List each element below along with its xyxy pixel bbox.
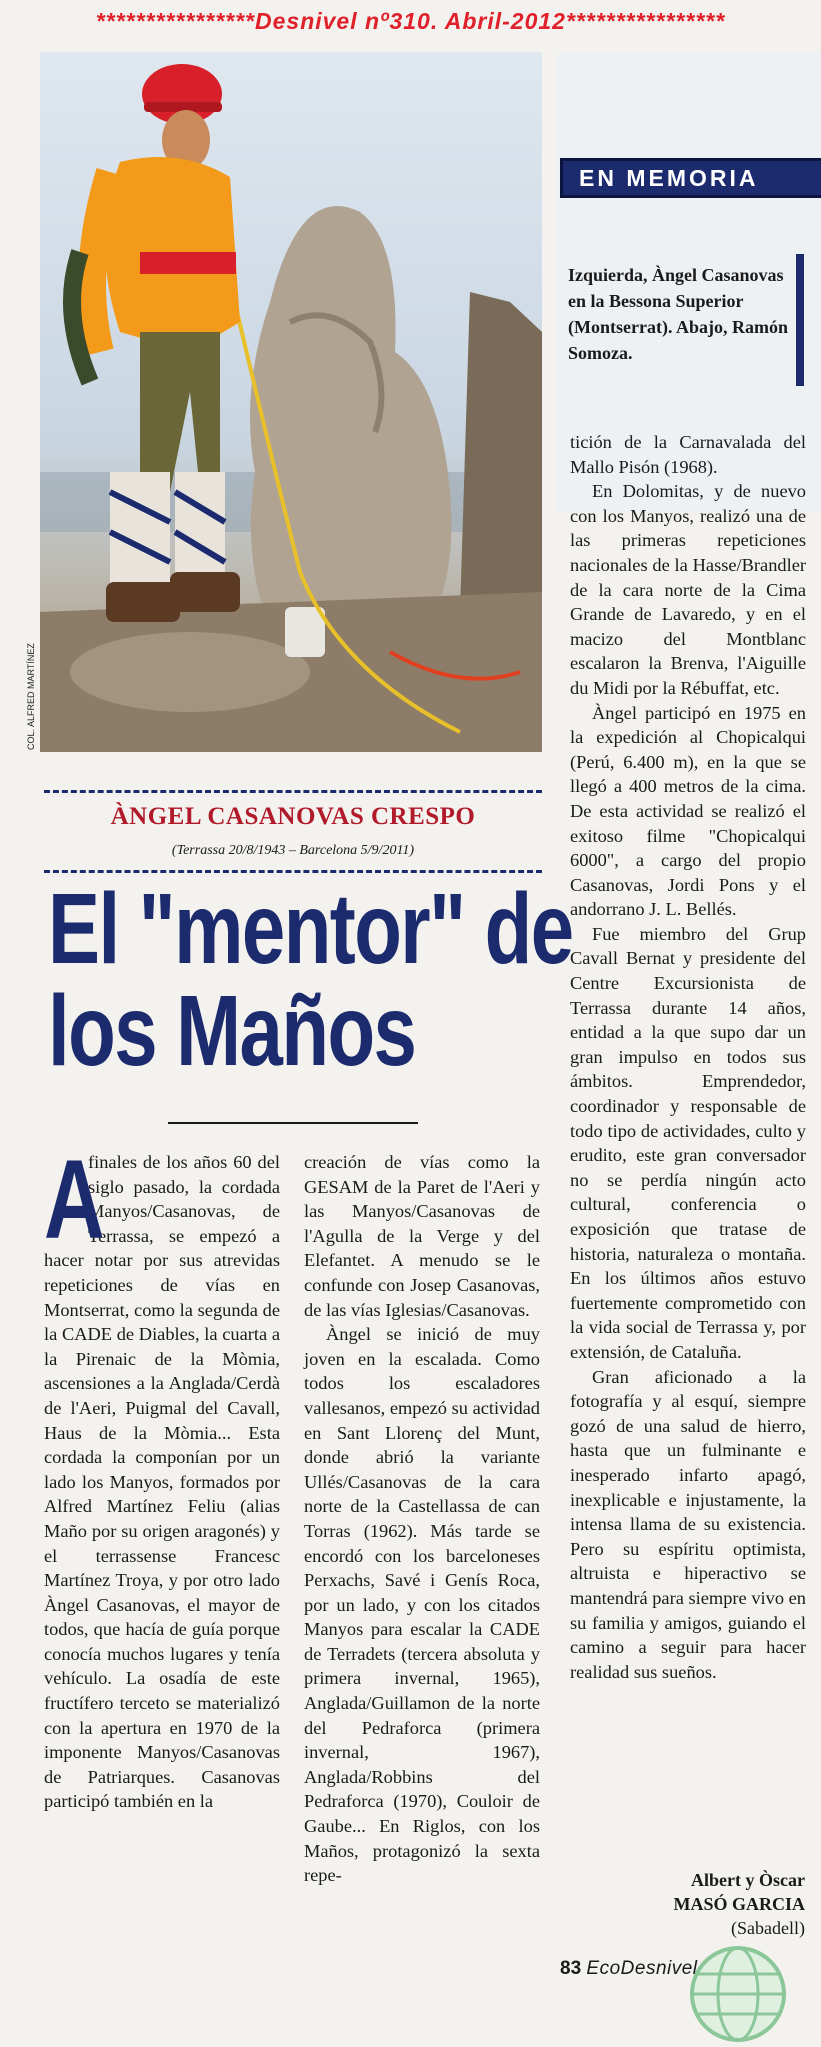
globe-icon (686, 1942, 790, 2046)
climber-illustration (40, 52, 542, 752)
body-column-1 (44, 1137, 280, 1814)
masthead: ****************Desnivel nº310. Abril-2012**************** (95, 8, 726, 34)
author-names: Albert y Òscar (691, 1870, 805, 1890)
paragraph: creación de vías como la GESAM de la Paret de l'Aeri y las Manyos/Casanovas de l'Agulla de la Verge y del Elefantet. A menudo se le confunde con Josep Casanovas, de las vías Iglesias/Casanovas. (304, 1152, 540, 1320)
climber-photo (40, 52, 542, 752)
headline (48, 873, 573, 1087)
headline-line-1: El "mentor" de (48, 873, 573, 985)
paragraph: Àngel se inició de muy joven en la escalada. Como todos los escaladores vallesanos, empezó su actividad en Sant Llorenç del Munt, donde abrió la variante Ullés/Casanovas de la cara norte de la Castellassa de can Torras (1962). Más tarde se encordó con los barceloneses Perxachs, Savé i Genís Roca, por un lado, y con los citados Manyos para escalar la CADE de Terradets (tercera absoluta y primera invernal, 1965), Anglada/Guillamon de la norte del Pedraforca (primera invernal, 1967), Anglada/Robbins del Pedraforca (1970), Couloir de Gaube... En Riglos, con los Maños, protagonizó la sexta repe- (304, 1324, 540, 1886)
drop-cap: A (44, 1137, 105, 1262)
headline-rule (168, 1122, 418, 1124)
footer-brand: EcoDesnivel (586, 1958, 698, 1979)
paragraph: Gran aficionado a la fotografía y al esquí, siempre gozó de una salud de hierro, hasta que un fulminante e inesperado infarto apagó, inexplicable e injustamente, la intensa llama de su existencia. Pero su espíritu optimista, altruista e hiperactivo se mantendrá para siempre vivo en su familia y amigos, guiando el camino a seguir para hacer realidad sus sueños. (570, 1366, 806, 1682)
photo-caption: Izquierda, Àngel Casanovas en la Bessona Superior (Montserrat). Abajo, Ramón Somoza. (568, 265, 788, 363)
section-tag: EN MEMORIA (560, 158, 821, 198)
page-number: 83 (560, 1958, 582, 1979)
photo-credit: COL. ALFRED MARTÍNEZ (26, 643, 36, 750)
dashed-divider-top (44, 790, 542, 793)
author-signature (580, 1868, 805, 1940)
paragraph: finales de los años 60 del siglo pasado, la cordada Manyos/Casanovas, de Terrassa, se empezó a hacer notar por sus atrevidas repeticiones de vías en Montserrat, como la segunda de la CADE de Diables, la cuarta a la Pirenaic de la Mòmia, ascensiones a la Anglada/Cerdà de l'Aeri, Puigmal del Cavall, Haus de la Mòmia... Esta cordada la componían por un lado los Manyos, formados por Alfred Martínez Feliu (alias Maño por su origen aragonés) y el terrassense Francesc Martínez Troya, y por otro lado Àngel Casanovas, el mayor de todos, que hacía de guía porque conocía muchos lugares y tenía vehículo. La osadía de este fructífero terceto se materializó con la apertura en 1970 de la imponente Manyos/Casanovas de Patriarques. Casanovas participó también en la (44, 1152, 280, 1812)
body-column-3 (570, 430, 806, 1684)
body-column-2 (304, 1150, 540, 1888)
paragraph: tición de la Carnavalada del Mallo Pisón (1968). (570, 432, 806, 477)
subject-dates: (Terrassa 20/8/1943 – Barcelona 5/9/2011) (171, 843, 415, 858)
paragraph: En Dolomitas, y de nuevo con los Manyos, realizó una de las primeras repeticiones nacionales de la Hasse/Brandler de la cara norte de la Cima Grande de Lavaredo, y en el macizo del Montblanc escalaron la Brenva, l'Aiguille du Midi por la Rébuffat, etc. (570, 481, 806, 698)
paragraph: Àngel participó en 1975 en la expedición al Chopicalqui (Perú, 6.400 m), en la que se llegó a 400 metros de la cima. De esta actividad se realizó el exitoso filme "Chopicalqui 6000", a cargo del propio Casanovas, Jordi Pons y el andorrano J. L. Bellés. (570, 702, 806, 920)
author-surname: MASÓ GARCIA (673, 1894, 805, 1914)
paragraph: Fue miembro del Grup Cavall Bernat y presidente del Centre Excursionista de Terrassa durante 14 años, entidad a la que supo dar un gran impulso en todos sus ámbitos. Emprendedor, coordinador y responsable de todo tipo de actividades, culto y erudito, este gran conversador no se perdía ningún acto cultural, conferencia o exposición que tratase de historia, naturaleza o montaña. En los últimos años estuvo fuertemente comprometido con la vida social de Terrassa y, por extensión, de Cataluña. (570, 923, 806, 1362)
caption-accent-bar (796, 254, 804, 386)
photo-caption-box (568, 262, 810, 366)
subject-name: ÀNGEL CASANOVAS CRESPO (110, 803, 476, 830)
author-place: (Sabadell) (731, 1918, 805, 1938)
headline-line-2: los Maños (48, 975, 416, 1087)
